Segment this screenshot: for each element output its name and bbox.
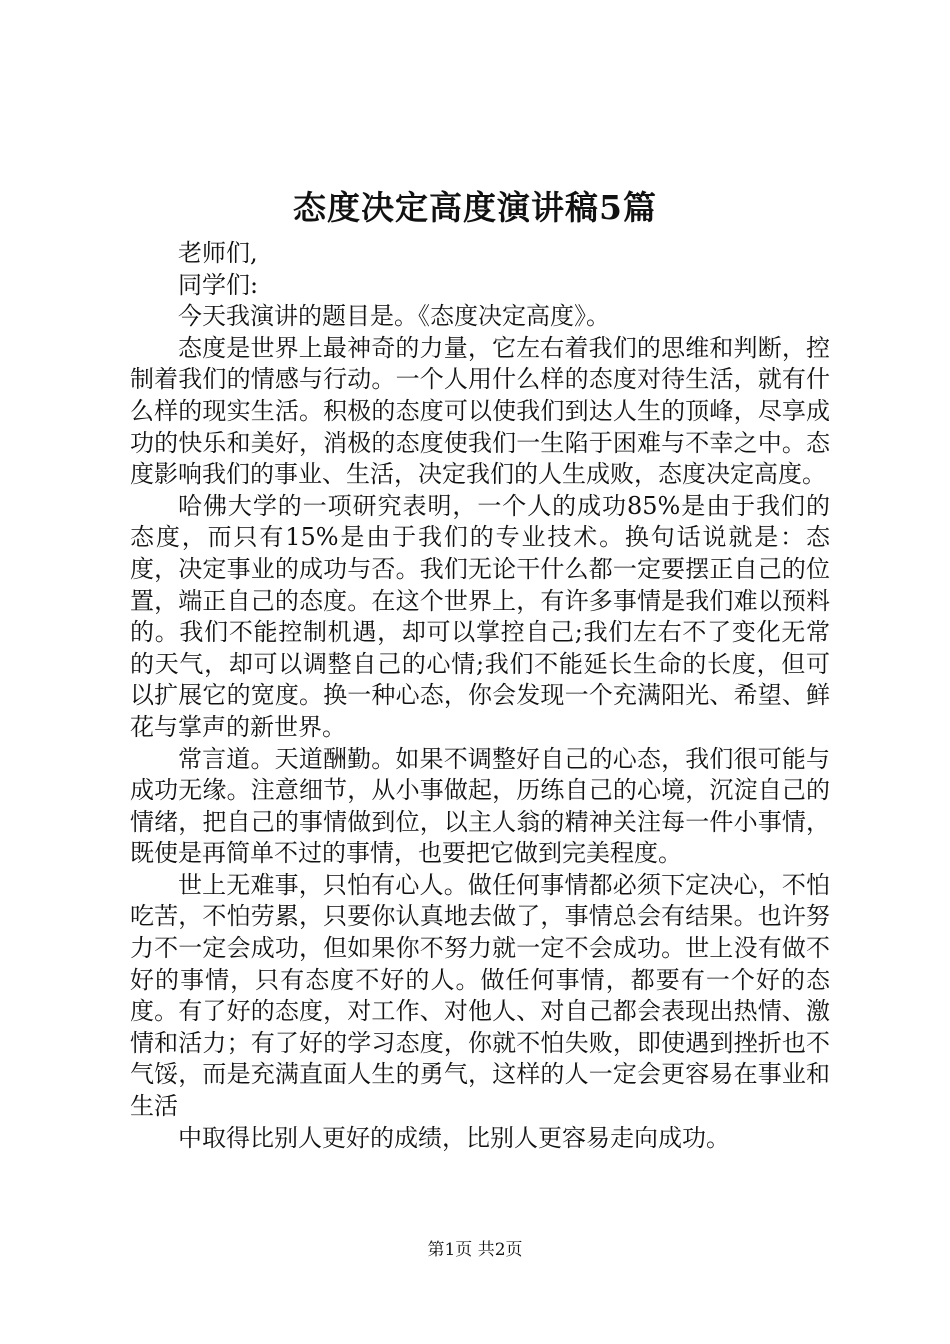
document-body [130, 238, 830, 1154]
body-paragraph: 哈佛大学的一项研究表明，一个人的成功85%是由于我们的态度，而只有15%是由于我们的专业技术。换句话说就是：态度，决定事业的成功与否。我们无论干什么都一定要摆正自己的位置，端正自己的态度。在这个世界上，有许多事情是我们难以预料的。我们不能控制机遇，却可以掌控自己;我们左右不了变化无常的天气，却可以调整自己的心情;我们不能延长生命的长度，但可以扩展它的宽度。换一种心态，你会发现一个充满阳光、希望、鲜花与掌声的新世界。 [130, 491, 830, 741]
speech-topic: 今天我演讲的题目是。《态度决定高度》。 [178, 302, 610, 331]
document-title: 态度决定高度演讲稿5篇 [293, 188, 657, 227]
body-paragraph: 世上无难事，只怕有心人。做任何事情都必须下定决心，不怕吃苦，不怕劳累，只要你认真地去做了，事情总会有结果。也许努力不一定会成功，但如果你不努力就一定不会成功。世上没有做不好的事情，只有态度不好的人。做任何事情，都要有一个好的态度。有了好的态度，对工作、对他人、对自己都会表现出热情、激情和活力；有了好的学习态度，你就不怕失败，即使遇到挫折也不气馁，而是充满直面人生的勇气，这样的人一定会更容易在事业和生活 [130, 870, 830, 1121]
body-paragraph: 中取得比别人更好的成绩，比别人更容易走向成功。 [178, 1123, 730, 1152]
body-paragraph: 常言道。天道酬勤。如果不调整好自己的心态，我们很可能与成功无缘。注意细节，从小事做起，历练自己的心境，沉淀自己的情绪，把自己的事情做到位，以主人翁的精神关注每一件小事情，既使是再简单不过的事情，也要把它做到完美程度。 [130, 744, 830, 868]
greeting-students: 同学们: [178, 270, 259, 299]
page-number-footer: 第1页 共2页 [427, 1240, 523, 1260]
body-paragraph: 态度是世界上最神奇的力量，它左右着我们的思维和判断，控制着我们的情感与行动。一个人用什么样的态度对待生活，就有什么样的现实生活。积极的态度可以使我们到达人生的顶峰，尽享成功的快乐和美好，消极的态度使我们一生陷于困难与不幸之中。态度影响我们的事业、生活，决定我们的人生成败，态度决定高度。 [130, 333, 830, 489]
greeting-teachers: 老师们, [178, 239, 258, 267]
